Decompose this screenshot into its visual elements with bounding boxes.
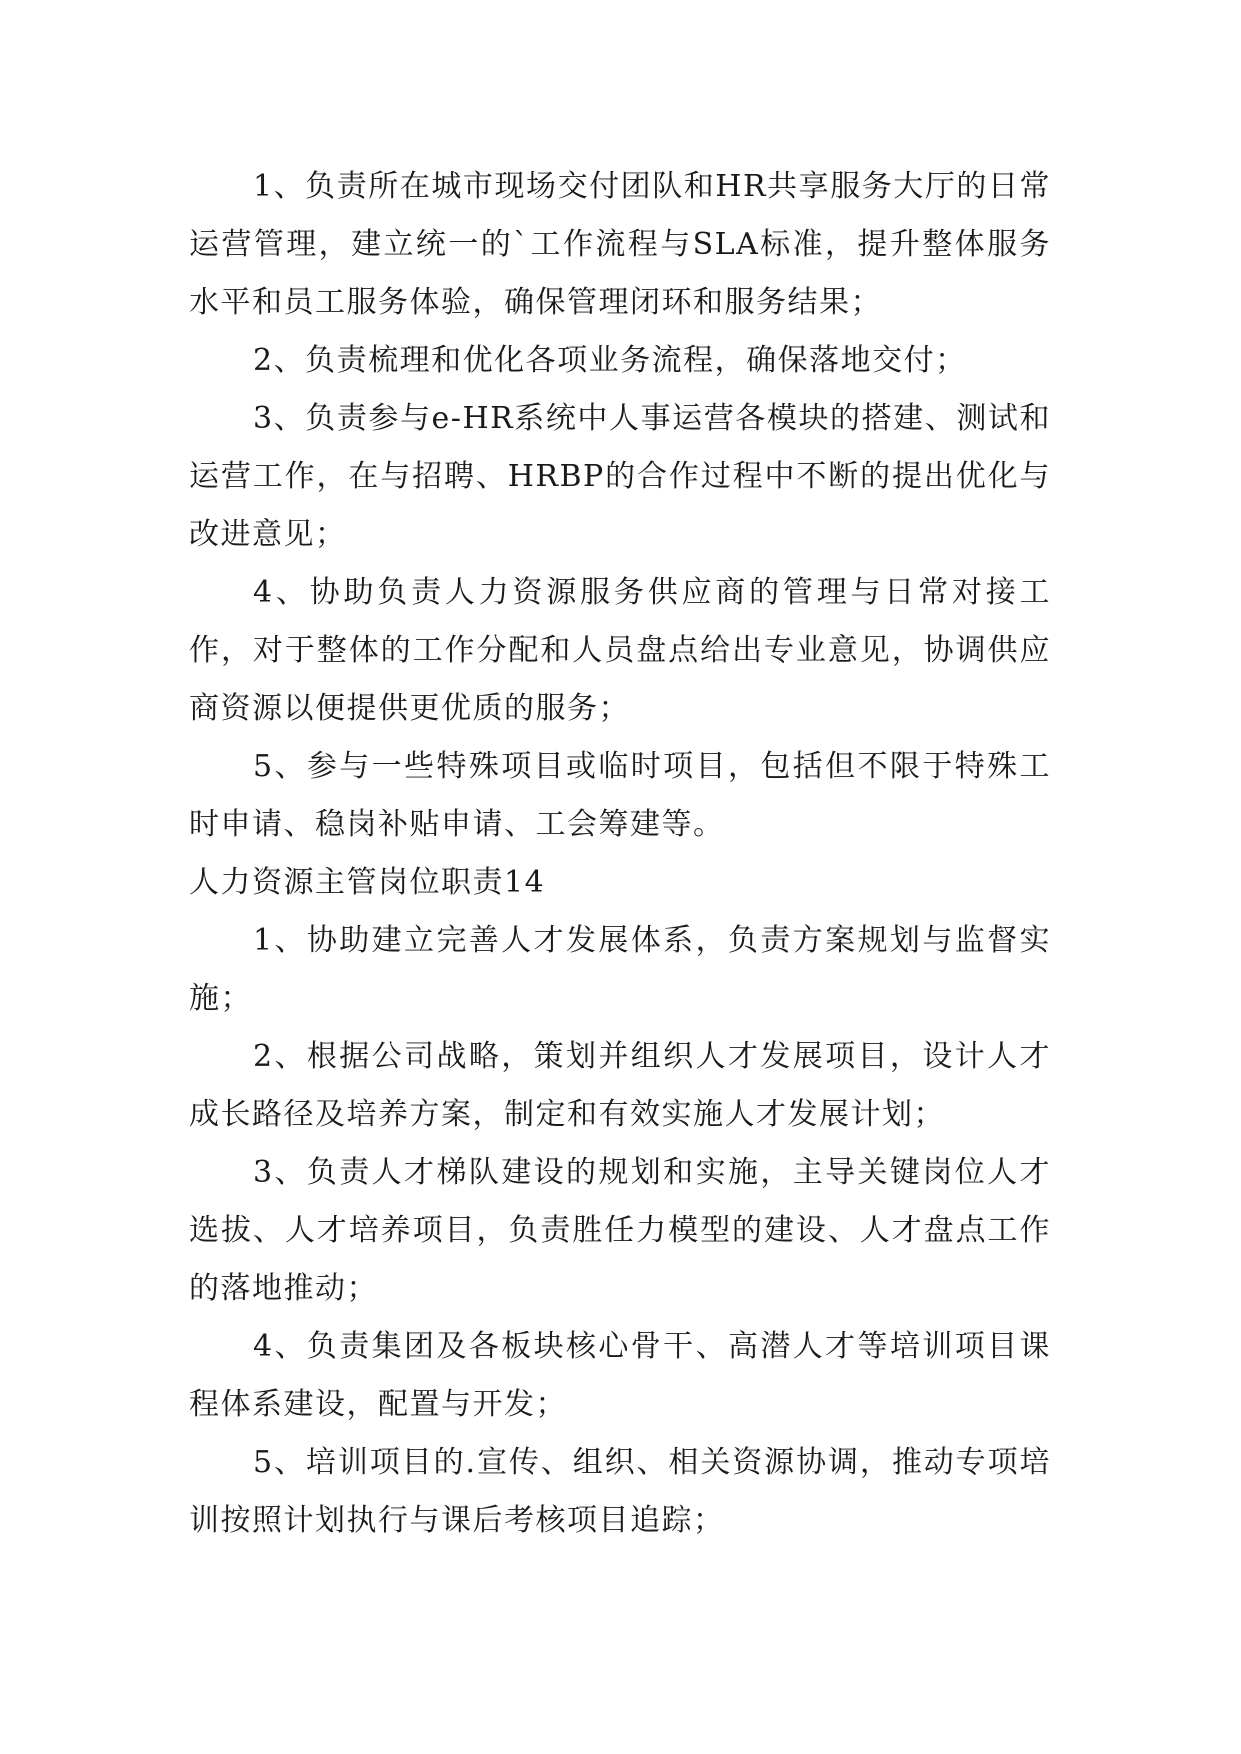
duty-item: 1、协助建立完善人才发展体系，负责方案规划与监督实施； — [189, 923, 1051, 1016]
duty-item: 2、根据公司战略，策划并组织人才发展项目，设计人才成长路径及培养方案，制定和有效实施人才发展计划； — [189, 1039, 1051, 1132]
duty-item: 4、负责集团及各板块核心骨干、高潜人才等培训项目课程体系建设，配置与开发； — [189, 1329, 1051, 1422]
document-page — [189, 158, 1051, 1550]
duty-item: 2、负责梳理和优化各项业务流程，确保落地交付； — [253, 343, 967, 378]
duty-item: 1、负责所在城市现场交付团队和HR共享服务大厅的日常运营管理，建立统一的`工作流程与SLA标准，提升整体服务水平和员工服务体验，确保管理闭环和服务结果； — [189, 169, 1051, 320]
section-heading: 人力资源主管岗位职责14 — [189, 865, 546, 900]
duty-item: 3、负责参与e-HR系统中人事运营各模块的搭建、测试和运营工作，在与招聘、HRBP的合作过程中不断的提出优化与改进意见； — [189, 401, 1051, 552]
duty-item: 4、协助负责人力资源服务供应商的管理与日常对接工作，对于整体的工作分配和人员盘点给出专业意见，协调供应商资源以便提供更优质的服务； — [189, 575, 1051, 726]
duty-item: 3、负责人才梯队建设的规划和实施，主导关键岗位人才选拔、人才培养项目，负责胜任力模型的建设、人才盘点工作的落地推动； — [189, 1155, 1051, 1306]
duty-item: 5、参与一些特殊项目或临时项目，包括但不限于特殊工时申请、稳岗补贴申请、工会筹建等。 — [189, 749, 1051, 842]
duty-item: 5、培训项目的.宣传、组织、相关资源协调，推动专项培训按照计划执行与课后考核项目追踪； — [189, 1445, 1051, 1538]
